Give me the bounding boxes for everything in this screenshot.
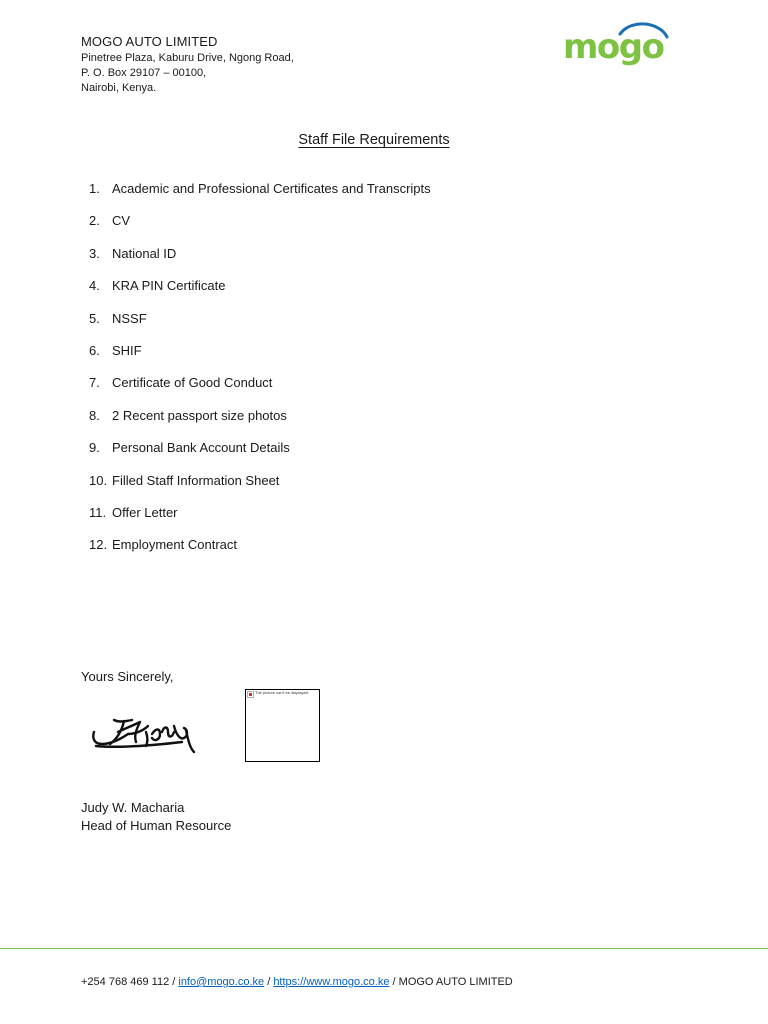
mogo-logo	[562, 20, 670, 72]
list-item	[89, 505, 431, 537]
list-item	[89, 246, 431, 278]
footer-separator: /	[389, 976, 399, 988]
footer-separator: /	[169, 976, 179, 988]
list-item	[89, 343, 431, 375]
list-item	[89, 537, 431, 569]
list-item	[89, 375, 431, 407]
requirements-list	[89, 181, 431, 570]
list-item-text: KRA PIN Certificate	[112, 278, 226, 294]
list-item-text: Filled Staff Information Sheet	[112, 472, 280, 488]
list-item-number: 12.	[89, 537, 108, 553]
list-item-text: SHIF	[112, 342, 142, 358]
footer-divider	[0, 948, 768, 949]
broken-image-icon	[247, 691, 254, 698]
closing-salutation: Yours Sincerely,	[81, 669, 174, 684]
list-item	[89, 311, 431, 343]
list-item	[89, 440, 431, 472]
list-item-text: National ID	[112, 245, 177, 261]
logo-wordmark: mogo	[563, 27, 664, 67]
list-item-text: Personal Bank Account Details	[112, 440, 290, 456]
list-item-number: 6.	[89, 342, 100, 358]
footer-phone: +254 768 469 112	[81, 976, 170, 988]
list-item-text: Academic and Professional Certificates and Transcripts	[112, 181, 431, 196]
footer-website-link[interactable]: https://www.mogo.co.ke	[273, 976, 390, 988]
list-item	[89, 408, 431, 440]
footer-email-link[interactable]: info@mogo.co.ke	[178, 976, 265, 988]
list-item-text: Employment Contract	[112, 537, 237, 553]
handwritten-signature	[88, 712, 200, 762]
list-item-number: 3.	[89, 245, 100, 261]
footer-company: MOGO AUTO LIMITED	[398, 976, 513, 988]
address-line-city: Nairobi, Kenya.	[81, 82, 157, 94]
broken-image-placeholder	[245, 689, 320, 762]
footer-separator: /	[264, 976, 274, 988]
company-name: MOGO AUTO LIMITED	[81, 34, 218, 49]
list-item-text: CV	[112, 213, 131, 229]
list-item-text: Certificate of Good Conduct	[112, 375, 273, 391]
list-item-number: 10.	[89, 472, 108, 488]
address-line-street: Pinetree Plaza, Kaburu Drive, Ngong Road,	[81, 52, 294, 64]
list-item	[89, 473, 431, 505]
signer-title: Head of Human Resource	[81, 818, 232, 833]
list-item-number: 8.	[89, 407, 100, 423]
document-title: Staff File Requirements	[298, 132, 450, 148]
list-item	[89, 213, 431, 245]
footer	[81, 976, 513, 988]
list-item-number: 11.	[89, 504, 107, 520]
list-item-number: 4.	[89, 278, 100, 294]
list-item-number: 1.	[89, 181, 100, 196]
list-item-text: Offer Letter	[112, 504, 178, 520]
list-item	[89, 181, 431, 213]
list-item-number: 2.	[89, 213, 100, 229]
address-line-pobox: P. O. Box 29107 – 00100,	[81, 67, 207, 79]
list-item-text: NSSF	[112, 310, 147, 326]
list-item-number: 9.	[89, 440, 100, 456]
list-item-number: 7.	[89, 375, 100, 391]
list-item-text: 2 Recent passport size photos	[112, 407, 287, 423]
list-item	[89, 278, 431, 310]
list-item-number: 5.	[89, 310, 100, 326]
signer-name: Judy W. Macharia	[81, 800, 185, 815]
broken-image-text: The picture can't be displayed.	[255, 690, 310, 695]
